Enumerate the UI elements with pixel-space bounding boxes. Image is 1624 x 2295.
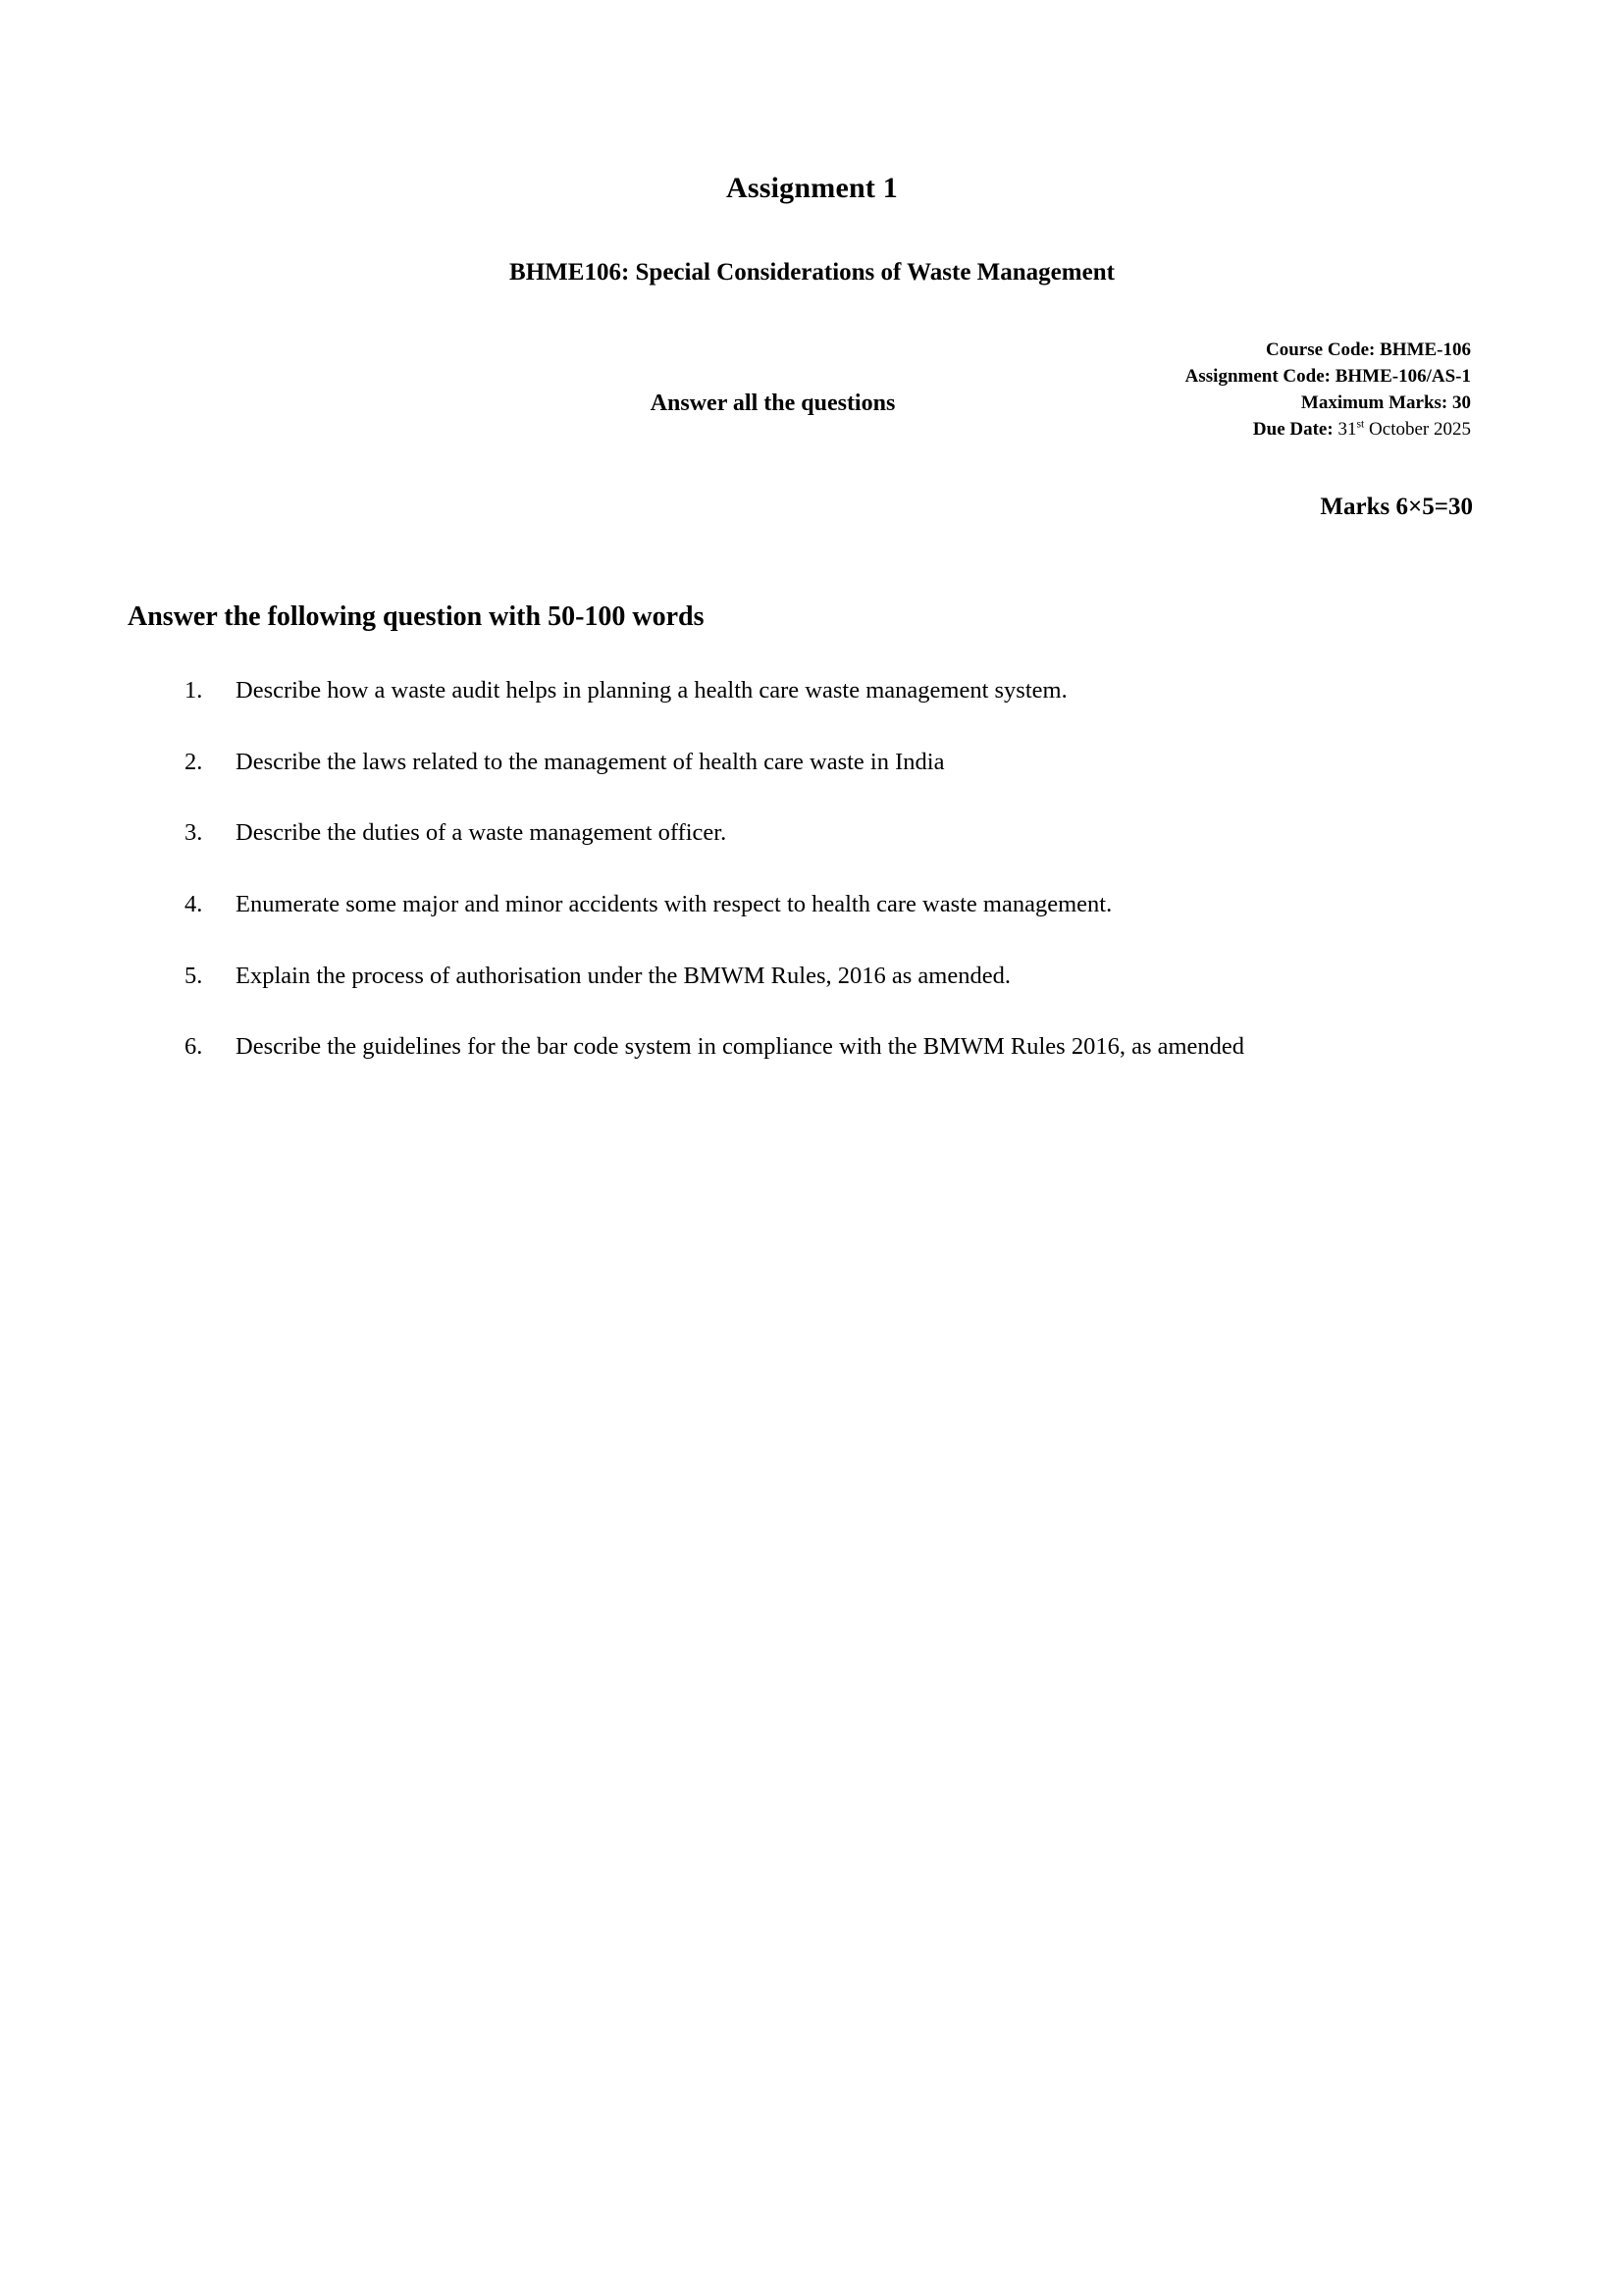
section-heading: Answer the following question with 50-100 words <box>128 600 705 632</box>
meta-assignment-code: Assignment Code: BHME-106/AS-1 <box>1184 365 1471 387</box>
answer-all-instruction: Answer all the questions <box>650 390 896 416</box>
meta-course-code: Course Code: BHME-106 <box>1266 339 1471 360</box>
meta-due-date-rest: October 2025 <box>1364 418 1471 440</box>
questions-list <box>128 672 1496 1067</box>
page-title: Assignment 1 <box>726 172 898 204</box>
meta-due-date <box>128 417 1471 443</box>
meta-due-date-value <box>1334 419 1471 440</box>
list-item: Explain the process of authorisation under the BMWM Rules, 2016 as amended. <box>236 962 1011 989</box>
list-item: Describe the laws related to the management of health care waste in India <box>236 748 945 775</box>
meta-due-date-label: Due Date: <box>1252 418 1334 440</box>
course-subtitle: BHME106: Special Considerations of Waste Management <box>509 259 1115 286</box>
list-item: Describe the guidelines for the bar code system in compliance with the BMWM Rules 2016, as amended <box>236 1033 1245 1061</box>
meta-due-date-number: 31 <box>1337 418 1357 440</box>
list-item: Enumerate some major and minor accidents with respect to health care waste management. <box>236 890 1113 917</box>
marks-distribution: Marks 6×5=30 <box>1320 493 1473 520</box>
meta-maximum-marks: Maximum Marks: 30 <box>1300 391 1471 413</box>
list-item: Describe the duties of a waste management officer. <box>236 819 727 847</box>
meta-due-date-suffix: st <box>1356 417 1365 431</box>
list-item: Describe how a waste audit helps in planning a health care waste management system. <box>236 676 1068 704</box>
